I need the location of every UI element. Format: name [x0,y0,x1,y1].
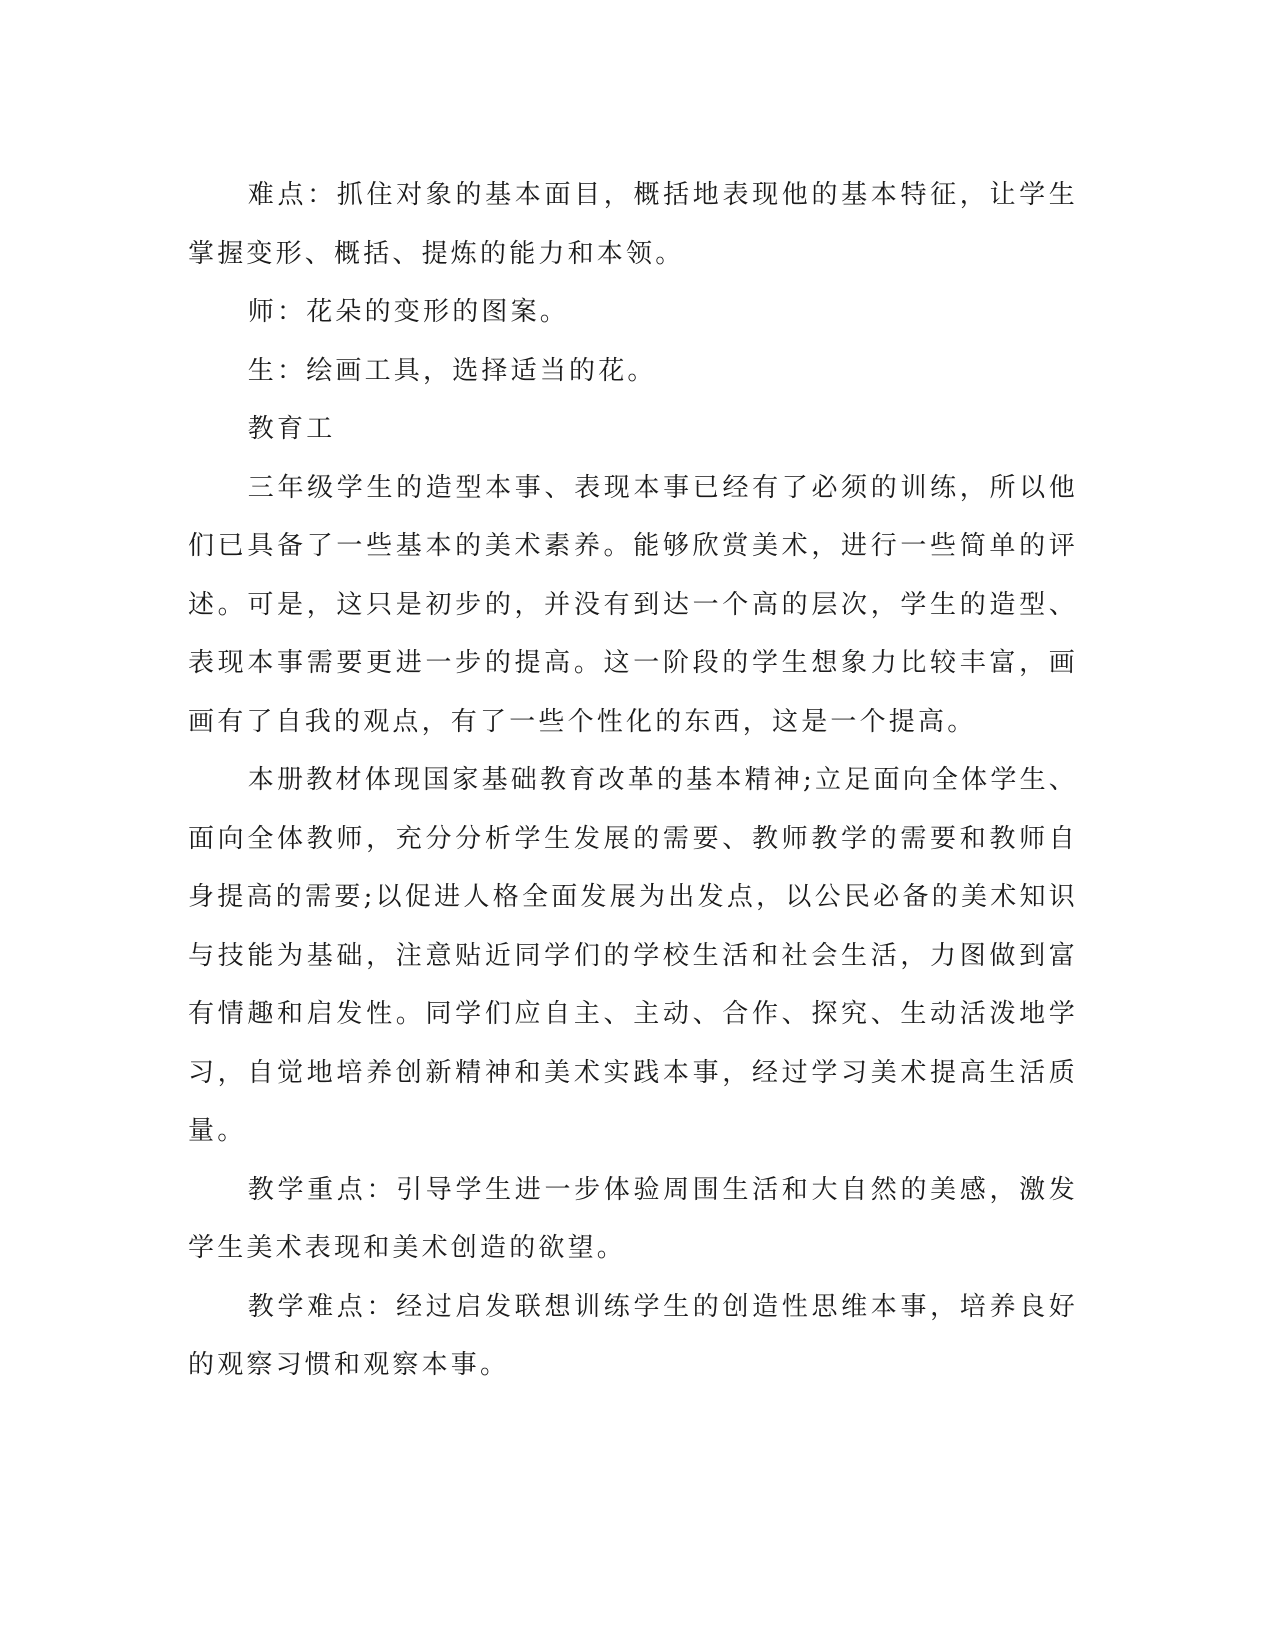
paragraph-teacher-materials: 师：花朵的变形的图案。 [247,297,569,327]
paragraph-difficulty: 难点：抓住对象的基本面目，概括地表现他的基本特征，让学生掌握变形、概括、提炼的能力和本领。 [188,180,1078,269]
paragraph-student-analysis: 三年级学生的造型本事、表现本事已经有了必须的训练，所以他们已具备了一些基本的美术素养。能够欣赏美术，进行一些简单的评述。可是，这只是初步的，并没有到达一个高的层次，学生的造型、表现本事需要更进一步的提高。这一阶段的学生想象力比较丰富，画画有了自我的观点，有了一些个性化的东西，这是一个提高。 [188,472,1078,737]
paragraph-heading-education: 教育工 [247,414,336,444]
paragraph-student-materials: 生：绘画工具，选择适当的花。 [247,355,657,386]
paragraph-teaching-difficulty: 教学难点：经过启发联想训练学生的创造性思维本事，培养良好的观察习惯和观察本事。 [188,1291,1078,1380]
paragraph-teaching-focus: 教学重点：引导学生进一步体验周围生活和大自然的美感，激发学生美术表现和美术创造的欲望。 [188,1174,1078,1263]
document-body [188,166,1078,1395]
paragraph-textbook-analysis: 本册教材体现国家基础教育改革的基本精神;立足面向全体学生、面向全体教师，充分分析学生发展的需要、教师教学的需要和教师自身提高的需要;以促进人格全面发展为出发点，以公民必备的美术知识与技能为基础，注意贴近同学们的学校生活和社会生活，力图做到富有情趣和启发性。同学们应自主、主动、合作、探究、生动活泼地学习，自觉地培养创新精神和美术实践本事，经过学习美术提高生活质量。 [188,765,1078,1146]
